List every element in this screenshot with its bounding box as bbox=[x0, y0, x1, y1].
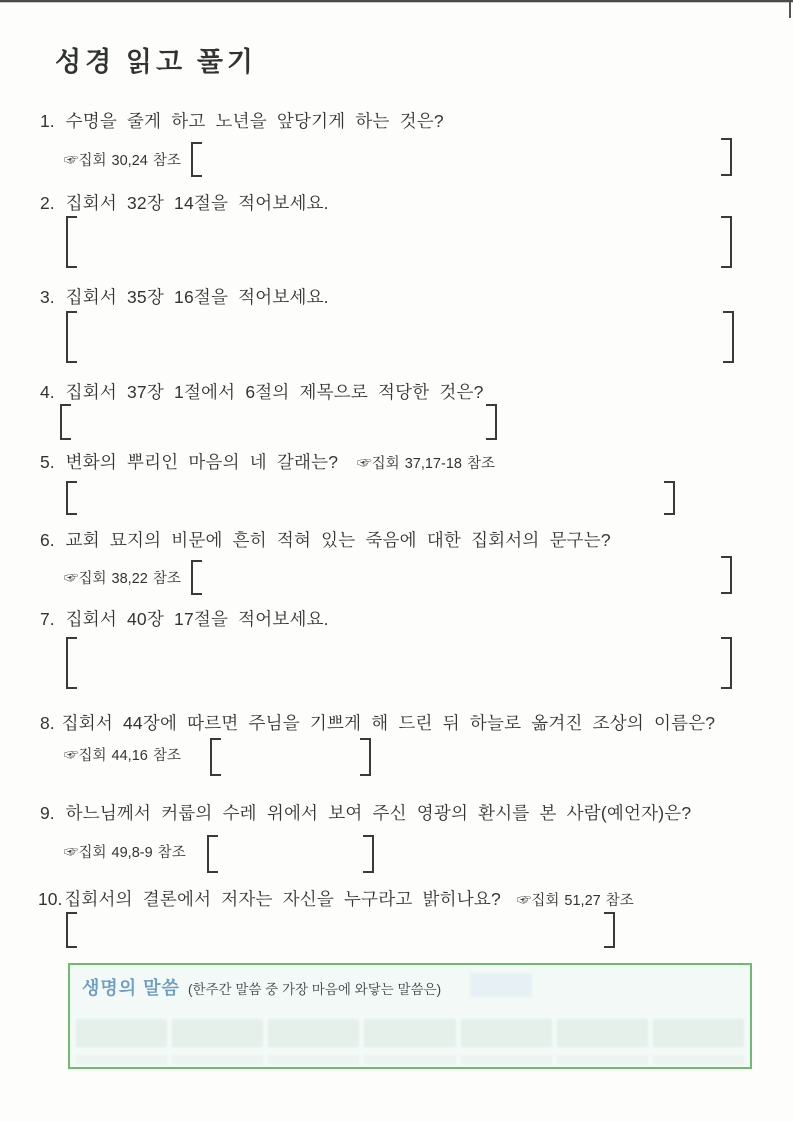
question-number: 7. bbox=[40, 609, 55, 629]
answer-bracket-open bbox=[191, 560, 202, 595]
answer-bracket-open bbox=[66, 216, 77, 268]
show-through-cell bbox=[653, 1019, 744, 1047]
question-number: 4. bbox=[40, 382, 55, 402]
question-ref: ☞집회 51,27 참조 bbox=[516, 893, 634, 909]
show-through-cell bbox=[172, 1055, 263, 1064]
answer-bracket-open bbox=[66, 912, 77, 948]
show-through-cell bbox=[76, 1019, 167, 1047]
question-6 bbox=[40, 527, 611, 552]
answer-bracket-open bbox=[66, 311, 77, 363]
show-through-cell bbox=[653, 1055, 744, 1064]
question-number: 1. bbox=[40, 111, 55, 131]
question-number: 2. bbox=[40, 193, 55, 213]
show-through-mark bbox=[470, 973, 532, 997]
answer-bracket-close bbox=[723, 311, 734, 363]
question-number: 8. bbox=[40, 713, 55, 733]
life-word-header bbox=[70, 965, 750, 1000]
answer-bracket-close bbox=[486, 404, 497, 440]
question-text: 집회서 35장 16절을 적어보세요. bbox=[65, 287, 329, 307]
answer-bracket-close bbox=[721, 556, 732, 594]
question-text: 하느님께서 커룹의 수레 위에서 보여 주신 영광의 환시를 본 사람(예언자)은? bbox=[65, 803, 692, 823]
show-through-cell bbox=[76, 1055, 167, 1064]
answer-bracket-open bbox=[60, 404, 71, 440]
question-6-ref-line bbox=[64, 560, 202, 595]
question-7 bbox=[40, 606, 329, 631]
question-number: 9. bbox=[40, 803, 55, 823]
question-9 bbox=[40, 800, 691, 825]
question-ref: ☞집회 49,8-9 참조 bbox=[64, 845, 186, 861]
question-8 bbox=[40, 710, 715, 735]
show-through-table-row bbox=[76, 1019, 744, 1047]
question-ref: ☞집회 38,22 참조 bbox=[64, 571, 181, 587]
answer-bracket-open bbox=[191, 142, 202, 177]
question-5 bbox=[40, 449, 495, 474]
question-number: 10. bbox=[38, 889, 63, 909]
show-through-table-row bbox=[76, 1055, 744, 1064]
question-text: 집회서 32장 14절을 적어보세요. bbox=[65, 193, 329, 213]
page-title: 성경 읽고 풀기 bbox=[55, 47, 257, 77]
question-text: 교회 묘지의 비문에 흔히 적혀 있는 죽음에 대한 집회서의 문구는? bbox=[65, 530, 611, 550]
answer-bracket-close bbox=[721, 216, 732, 268]
question-text: 집회서 40장 17절을 적어보세요. bbox=[65, 609, 329, 629]
life-word-subtitle: (한주간 말씀 중 가장 마음에 와닿는 말씀은) bbox=[187, 982, 442, 997]
question-number: 3. bbox=[40, 287, 55, 307]
scan-artifact-corner-mark bbox=[789, 2, 791, 18]
question-2 bbox=[40, 190, 329, 215]
question-1 bbox=[40, 108, 444, 133]
question-8-ref-line bbox=[64, 744, 181, 765]
question-number: 5. bbox=[40, 452, 55, 472]
show-through-cell bbox=[364, 1055, 455, 1064]
answer-bracket-open bbox=[66, 637, 77, 689]
answer-bracket-open bbox=[207, 835, 218, 873]
life-word-title: 생명의 말씀 bbox=[82, 978, 180, 998]
question-ref: ☞집회 44,16 참조 bbox=[64, 748, 181, 764]
question-ref: ☞집회 30,24 참조 bbox=[64, 153, 181, 169]
answer-bracket-close bbox=[363, 835, 374, 873]
question-text: 집회서의 결론에서 저자는 자신을 누구라고 밝히나요? bbox=[64, 889, 501, 909]
question-ref: ☞집회 37,17-18 참조 bbox=[357, 456, 495, 472]
question-10 bbox=[38, 886, 634, 911]
show-through-cell bbox=[364, 1019, 455, 1047]
show-through-cell bbox=[461, 1055, 552, 1064]
question-1-ref-line bbox=[64, 142, 202, 177]
show-through-cell bbox=[557, 1055, 648, 1064]
question-text: 집회서 44장에 따르면 주님을 기쁘게 해 드린 뒤 하늘로 옮겨진 조상의 이름은? bbox=[61, 713, 716, 733]
life-word-box bbox=[68, 963, 752, 1069]
answer-bracket-open bbox=[66, 481, 77, 515]
question-4 bbox=[40, 379, 484, 404]
show-through-cell bbox=[172, 1019, 263, 1047]
question-3 bbox=[40, 284, 329, 309]
answer-bracket-close bbox=[360, 738, 371, 776]
answer-bracket-close bbox=[721, 138, 732, 176]
answer-bracket-close bbox=[604, 912, 615, 948]
question-9-ref-line bbox=[64, 841, 186, 862]
answer-bracket-open bbox=[210, 738, 221, 776]
show-through-cell bbox=[268, 1019, 359, 1047]
show-through-cell bbox=[461, 1019, 552, 1047]
question-text: 수명을 줄게 하고 노년을 앞당기게 하는 것은? bbox=[65, 111, 444, 131]
show-through-cell bbox=[268, 1055, 359, 1064]
answer-bracket-close bbox=[664, 481, 675, 515]
answer-bracket-close bbox=[721, 637, 732, 689]
question-text: 변화의 뿌리인 마음의 네 갈래는? bbox=[65, 452, 339, 472]
show-through-cell bbox=[557, 1019, 648, 1047]
question-number: 6. bbox=[40, 530, 55, 550]
question-text: 집회서 37장 1절에서 6절의 제목으로 적당한 것은? bbox=[65, 382, 484, 402]
scan-artifact-top-shadow bbox=[0, 2, 793, 3]
